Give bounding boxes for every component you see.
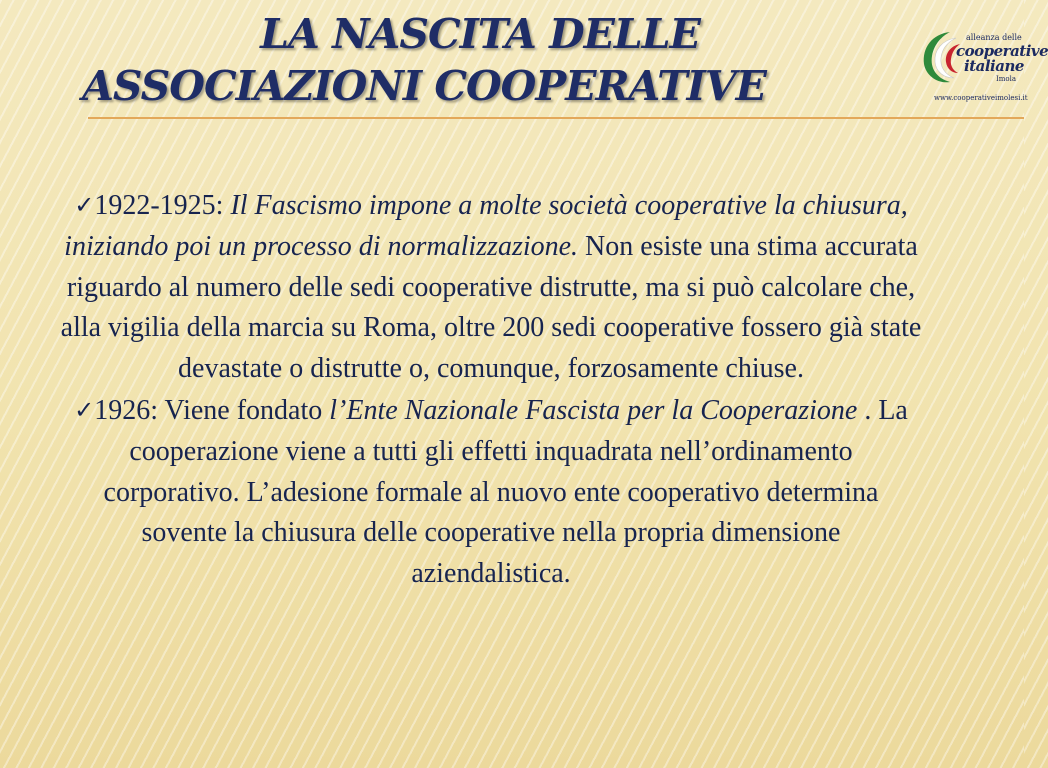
- paragraph-2-text: . La cooperazione viene a tutti gli effetti inquadrata nell’ordinamento corporativo. L’adesione formale al nuovo ente cooperativo determina sovente la chiusura delle cooperative nella propria dimensione aziendalistica.: [103, 394, 908, 590]
- paragraph-1-text: Non esiste una stima accurata riguardo al numero delle sedi cooperative distrutte, ma si può calcolare che, alla vigilia della marcia su Roma, oltre 200 sedi cooperative fossero già state devastate o distrutte o, comunque, forzosamente chiuse.: [60, 230, 922, 385]
- slide-title: [60, 8, 900, 112]
- paragraph-2-italic: l’Ente Nazionale Fascista per la Cooperazione: [329, 394, 858, 426]
- paragraph-1926: [60, 390, 922, 595]
- check-icon: ✓: [74, 395, 95, 424]
- logo-text-italiane: italiane: [964, 57, 1024, 75]
- content-body: [60, 185, 922, 595]
- paragraph-1922-1925: [60, 185, 922, 390]
- check-icon: ✓: [74, 191, 95, 219]
- logo-url: www.cooperativeimolesi.it: [934, 94, 1028, 102]
- paragraph-2-prefix: 1926: Viene fondato: [94, 394, 330, 426]
- paragraph-1-italic: Il Fascismo impone a molte società cooperative la chiusura, iniziando poi un processo di normalizzazione.: [64, 190, 908, 262]
- title-line-2: ASSOCIAZIONI COOPERATIVE: [82, 62, 766, 110]
- cooperative-logo: [918, 26, 1048, 110]
- logo-text-city: Imola: [996, 75, 1017, 83]
- logo-text-cooperative: cooperative: [956, 42, 1048, 60]
- logo-text-alliance: alleanza delle: [966, 33, 1022, 42]
- title-divider: [88, 117, 1024, 119]
- title-line-1: LA NASCITA DELLE: [260, 10, 700, 58]
- paragraph-1-prefix: 1922-1925:: [94, 190, 231, 221]
